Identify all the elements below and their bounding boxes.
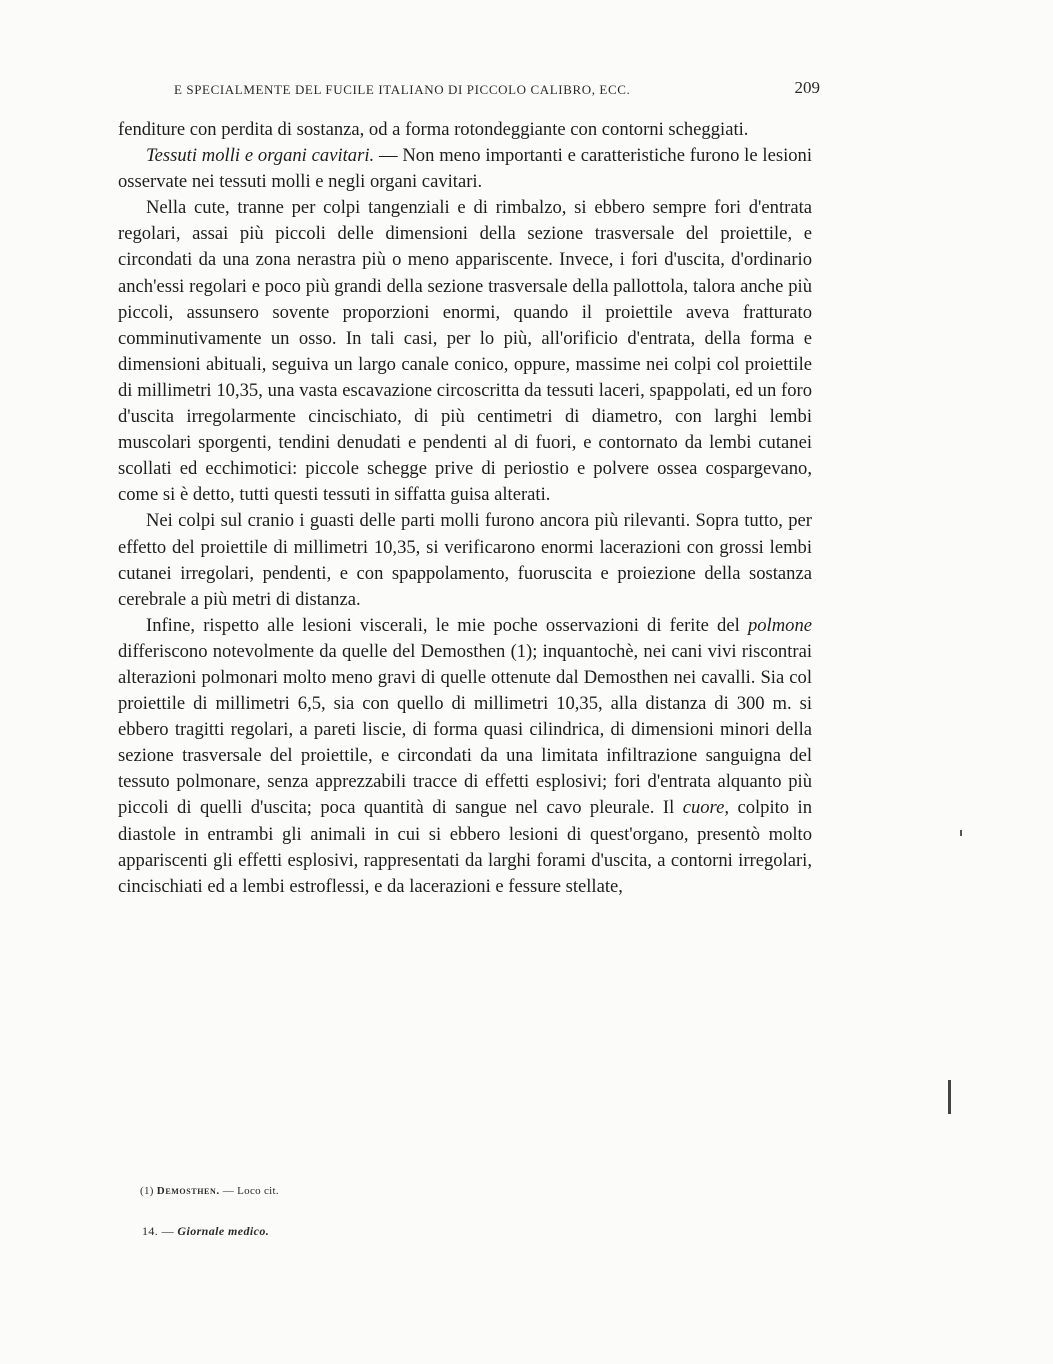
margin-speck xyxy=(960,830,962,836)
running-title: E SPECIALMENTE DEL FUCILE ITALIANO DI PICCOLO CALIBRO, ECC. xyxy=(174,82,631,97)
paragraph-2-text: — Non meno importanti e caratteristiche furono le lesioni osservate nei tessuti molli e negli organi cavitari. xyxy=(118,145,813,193)
footnote-text: — Loco cit. xyxy=(219,1185,279,1197)
body-text xyxy=(118,117,812,900)
signature-dash: — xyxy=(158,1224,178,1238)
paragraph-5 xyxy=(118,613,812,900)
signature-number: 14. xyxy=(142,1224,159,1238)
signature-journal: Giornale medico. xyxy=(177,1224,270,1238)
paragraph-4: Nei colpi sul cranio i guasti delle parti molli furono ancora più rilevanti. Sopra tutto, per effetto del proiettile di millimetri 10,35, si verificarono enormi lacerazioni con grossi lembi cutanei irregolari, pendenti, e con spappolamento, fuoruscita e proiezione della sostanza cerebrale a più metri di distanza. xyxy=(118,510,812,610)
printer-signature xyxy=(142,1224,269,1239)
footnote-author: Demosthen. xyxy=(156,1185,220,1197)
paragraph-5-part-b: differiscono notevolmente da quelle del Demosthen (1); inquantochè, nei cani vivi riscontrai alterazioni polmonari molto meno gravi di quelle ottenute dal Demosthen nei cavalli. Sia col proiettile di millimetri 6,5, sia con quello di millimetri 10,35, alla distanza di 300 m. si ebbero tragitti regolari, a pareti liscie, di forma quasi cilindrica, di dimensioni minori della sezione trasversale del proiettile, e circondati da una limitata infiltrazione sanguigna del tessuto polmonare, senza apprezzabili tracce di effetti esplosivi; fori d'entrata alquanto più piccoli di quelli d'uscita; poca quantità di sangue nel cavo pleurale. Il xyxy=(118,640,812,819)
paragraph-5-part-a: Infine, rispetto alle lesioni viscerali, le mie poche osservazioni di ferite del xyxy=(146,614,748,636)
term-cuore: cuore, xyxy=(682,797,729,819)
paragraph-5-part-c: colpito in diastole in entrambi gli animali in cui si ebbero lesioni di quest'organo, presentò molto appariscenti gli effetti esplosivi, rappresentati da larghi forami d'uscita, a contorni irregolari, cincischiati ed a lembi estroflessi, e da lacerazioni e fessure stellate, xyxy=(118,797,812,897)
paragraph-2 xyxy=(118,143,812,195)
term-polmone: polmone xyxy=(747,614,812,636)
running-head xyxy=(148,78,820,102)
section-heading: Tessuti molli e organi cavitari. xyxy=(146,145,375,167)
paragraph-3: Nella cute, tranne per colpi tangenziali e di rimbalzo, si ebbero sempre fori d'entrata regolari, assai più piccoli delle dimensioni della sezione trasversale del proiettile, e circondati da una zona nerastra più o meno appariscente. Invece, i fori d'uscita, d'ordinario anch'essi regolari e poco più grandi della sezione trasversale della pallottola, talora anche più piccoli, assunsero sovente proporzioni enormi, quando il proiettile aveva fratturato comminutivamente un osso. In tali casi, per lo più, all'orificio d'entrata, della forma e dimensioni abituali, seguiva un largo canale conico, oppure, massime nei colpi col proiettile di millimetri 10,35, una vasta escavazione circoscritta da tessuti laceri, spappolati, ed un foro d'uscita irregolarmente cincischiato, di più centimetri di diametro, con larghi lembi muscolari sporgenti, tendini denudati e pendenti al di fuori, e contornato da lembi cutanei scollati ed ecchimotici: piccole schegge prive di periostio e polvere ossea cospargevano, come si è detto, tutti questi tessuti in siffatta guisa alterati. xyxy=(118,197,812,506)
footnote-marker: (1) xyxy=(140,1185,157,1197)
margin-mark xyxy=(948,1080,951,1114)
paragraph-1: fenditure con perdita di sostanza, od a forma rotondeggiante con contorni scheggiati. xyxy=(118,119,749,140)
footnote xyxy=(140,1185,279,1197)
page-number: 209 xyxy=(794,78,820,97)
